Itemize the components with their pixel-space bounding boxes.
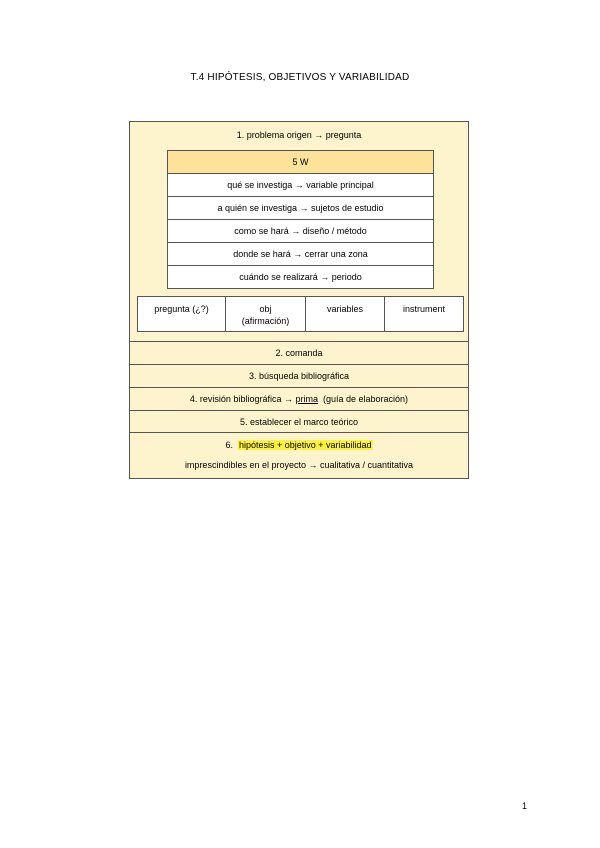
five-w-table	[167, 150, 434, 289]
five-w-header: 5 W	[168, 151, 433, 173]
column-objetivo	[225, 297, 305, 331]
column-instrument: instrument	[384, 297, 463, 331]
five-w-item-como: como se hará → diseño / método	[168, 219, 433, 242]
step-5-marco: 5. establecer el marco teórico	[130, 410, 468, 432]
page-title: T.4 HIPÓTESIS, OBJETIVOS Y VARIABILIDAD	[190, 72, 410, 83]
step-6-highlighted-text: hipótesis + objetivo + variabilidad	[238, 440, 372, 450]
five-w-item-cuando: cuándo se realizará → periodo	[168, 265, 433, 288]
step-4-note: (guía de elaboración)	[318, 394, 409, 404]
step-1-problema: 1. problema origen → pregunta	[236, 130, 362, 140]
step-6-line	[130, 433, 468, 452]
step-6-note: imprescindibles en el proyecto → cualitativa / cuantitativa	[184, 460, 414, 470]
scheme-box	[129, 121, 469, 479]
five-w-item-quien: a quién se investiga → sujetos de estudio	[168, 196, 433, 219]
step-2-comanda: 2. comanda	[130, 341, 468, 364]
column-objetivo-line1: obj	[259, 304, 272, 314]
step-6-hipotesis	[130, 432, 468, 478]
five-w-item-donde: donde se hará → cerrar una zona	[168, 242, 433, 265]
page-number: 1	[522, 801, 528, 811]
column-objetivo-line2: (afirmación)	[241, 316, 290, 326]
step-3-busqueda: 3. búsqueda bibliográfica	[130, 364, 468, 387]
five-w-item-que: qué se investiga → variable principal	[168, 173, 433, 196]
step-6-number: 6.	[225, 440, 238, 450]
column-variables: variables	[305, 297, 384, 331]
research-components-table	[137, 296, 464, 332]
step-4-revision	[130, 387, 468, 410]
step-4-underlined-word: prima	[295, 394, 318, 404]
step-4-text: 4. revisión bibliográfica →	[189, 394, 296, 404]
column-pregunta: pregunta (¿?)	[154, 304, 209, 314]
